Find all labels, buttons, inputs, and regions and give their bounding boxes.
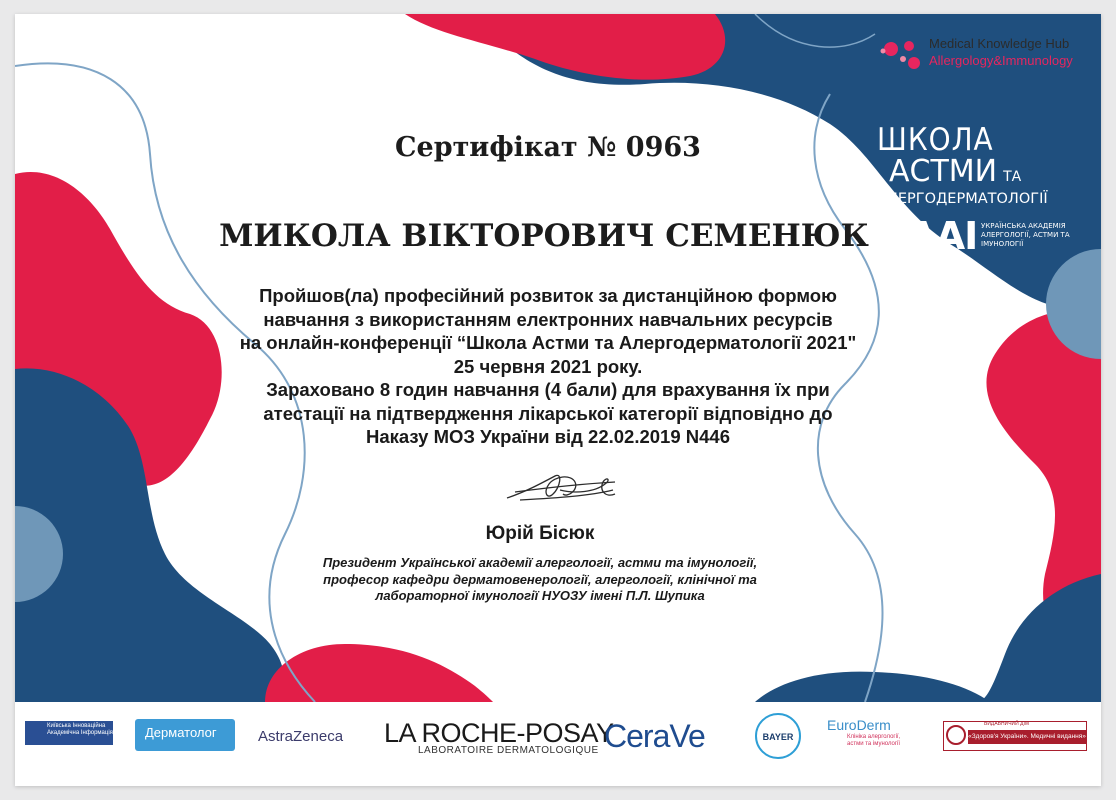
school-title-ta: ТА [1003, 169, 1022, 185]
sponsor-astrazeneca-logo: AstraZeneca [258, 728, 344, 745]
hub-subtitle: Allergology&Immunology [929, 53, 1073, 68]
signatory-name: Юрій Бісюк [485, 523, 595, 544]
euroderm-sub-line: Клініка алергології, [847, 734, 901, 740]
sponsor-zdorovya-ukrainy-logo [943, 721, 1087, 751]
sponsor-bayer-logo: BAYER [755, 713, 801, 759]
signatory-title-line: професор кафедри дерматовенерології, алергології, клінічної та [323, 571, 757, 587]
certificate-number: Сертифікат № 0963 [395, 132, 701, 163]
certificate-body [15, 284, 1091, 449]
uaai-caption-line: АЛЕРГОЛОГІЇ, АСТМИ ТА [981, 231, 1070, 239]
signatory-title [15, 555, 1083, 605]
sponsor-euroderm-logo: EuroDerm [827, 717, 891, 733]
body-line: на онлайн-конференції “Школа Астми та Алергодерматології 2021" [239, 332, 857, 353]
signatory-title-line: Президент Української академії алергології, астми та імунології, [322, 555, 758, 570]
certificate [15, 14, 1101, 786]
zdorovya-band-label: «Здоров'я України». Медичні видання» [968, 730, 1086, 744]
body-line: атестації на підтвердження лікарської категорії відповідно до [263, 402, 833, 424]
sponsor-kyiv-academy-logo: Київська Інноваційна Академічна Інформація [25, 721, 113, 745]
zdorovya-emblem-icon [946, 725, 966, 745]
hub-logo-icon [877, 37, 927, 77]
body-line: Пройшов(ла) професійний розвиток за дистанційною формою [259, 285, 837, 306]
euroderm-sub-line: астми та імунології [847, 741, 901, 747]
body-line: 25 червня 2021 року. [453, 355, 643, 377]
signature-mark [507, 475, 615, 500]
signatory-title-line: лабораторної імунології НУОЗУ імені П.Л. Шупика [375, 588, 705, 603]
school-title-line1: ШКОЛА [877, 122, 994, 158]
body-line: Наказу МОЗ України від 22.02.2019 N446 [365, 426, 730, 447]
uaai-caption-line: ІМУНОЛОГІЇ [981, 240, 1024, 248]
holder-name: МИКОЛА ВІКТОРОВИЧ СЕМЕНЮК [219, 218, 869, 254]
uaai-caption-line: УКРАЇНСЬКА АКАДЕМІЯ [981, 222, 1066, 230]
sponsor-cerave-logo: CeraVe [604, 718, 705, 754]
school-title-line3: АЛЕРГОДЕРМАТОЛОГІЇ [877, 191, 1048, 207]
zdorovya-top-label: ВИДАВНИЧИЙ ДІМ [984, 721, 1030, 727]
hub-title: Medical Knowledge Hub [929, 36, 1070, 51]
school-title-astmy: АСТМИ [889, 154, 998, 189]
sponsor-laroche-posay-subtitle: LABORATOIRE DERMATOLOGIQUE [418, 745, 599, 756]
uaai-logo: УААІ [879, 214, 978, 258]
sponsor-footer [15, 702, 1101, 786]
sponsor-laroche-posay-logo: LA ROCHE-POSAY [384, 718, 614, 748]
sponsor-dermatolog-logo: Дерматолог [135, 719, 235, 751]
body-line: Зараховано 8 годин навчання (4 бали) для врахування їх при [266, 379, 830, 400]
body-line: навчання з використанням електронних навчальних ресурсів [263, 308, 833, 330]
sponsor-euroderm-subtitle [847, 734, 900, 748]
